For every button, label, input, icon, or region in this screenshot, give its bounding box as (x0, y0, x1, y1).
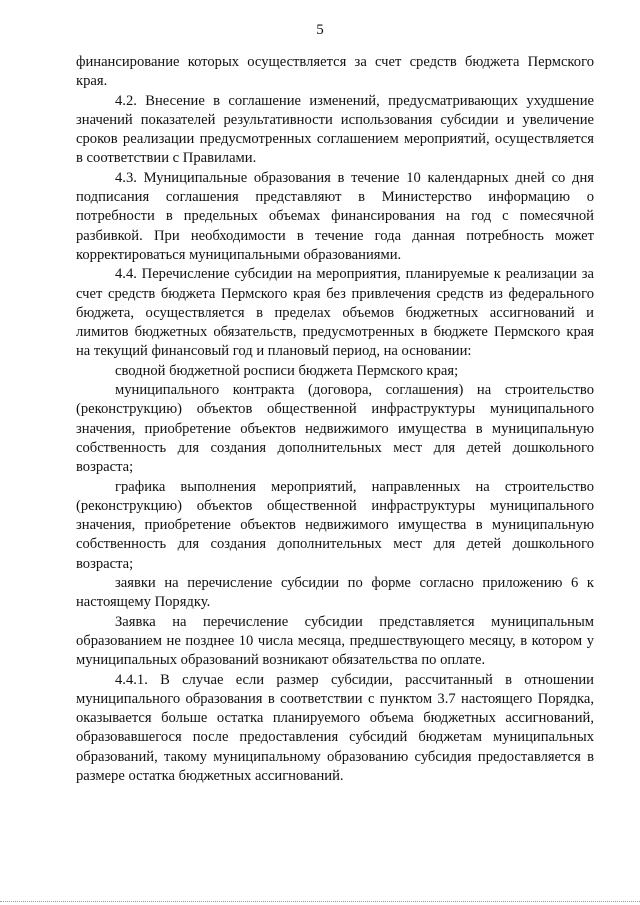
paragraph-4-4: 4.4. Перечисление субсидии на мероприятия, планируемые к реализации за счет средств бюджета Пермского края без привлечения средств из федерального бюджета, осуществляется в пределах объемов бюджетных ассигнований и лимитов бюджетных обязательств, предусмотренных в бюджете Пермского края на текущий финансовый год и плановый период, на основании: (76, 266, 594, 360)
page-number: 5 (316, 22, 324, 38)
list-item-budget-schedule: сводной бюджетной росписи бюджета Пермского края; (115, 362, 459, 379)
list-item-municipal-contract: муниципального контракта (договора, соглашения) на строительство (реконструкцию) объектов общественной инфраструктуры муниципального значения, приобретение объектов недвижимого имущества в муниципальную собственность для создания дополнительных мест для детей дошкольного возраста; (76, 382, 594, 476)
list-item-activity-schedule: графика выполнения мероприятий, направленных на строительство (реконструкцию) объектов общественной инфраструктуры муниципального значения, приобретение объектов недвижимого имущества в муниципальную собственность для создания дополнительных мест для детей дошкольного возраста; (76, 478, 594, 572)
paragraph-request-deadline: Заявка на перечисление субсидии представляется муниципальным образованием не позднее 10 числа месяца, предшествующего месяцу, в котором у муниципальных образований возникают обязательства по оплате. (76, 613, 594, 669)
document-body (76, 53, 594, 786)
scan-bottom-edge (0, 901, 640, 902)
paragraph-4-2: 4.2. Внесение в соглашение изменений, предусматривающих ухудшение значений показателей результативности использования субсидии и увеличение сроков реализации предусмотренных соглашением мероприятий, осуществляется в соответствии с Правилами. (76, 92, 594, 167)
paragraph-4-3: 4.3. Муниципальные образования в течение 10 календарных дней со дня подписания соглашения представляют в Министерство информацию о потребности в предельных объемах финансирования на год с помесячной разбивкой. При необходимости в течение года данная потребность может корректироваться муниципальными образованиями. (76, 169, 594, 263)
list-item-subsidy-request: заявки на перечисление субсидии по форме согласно приложению 6 к настоящему Порядку. (76, 575, 594, 611)
paragraph-4-4-1: 4.4.1. В случае если размер субсидии, рассчитанный в отношении муниципального образования в соответствии с пунктом 3.7 настоящего Порядка, оказывается больше остатка планируемого объема бюджетных ассигнований, образовавшегося после предоставления субсидий бюджетам муниципальных образований, такому муниципальному образованию субсидия предоставляется в размере остатка бюджетных ассигнований. (76, 671, 594, 784)
paragraph-continuation: финансирование которых осуществляется за счет средств бюджета Пермского края. (76, 54, 594, 90)
